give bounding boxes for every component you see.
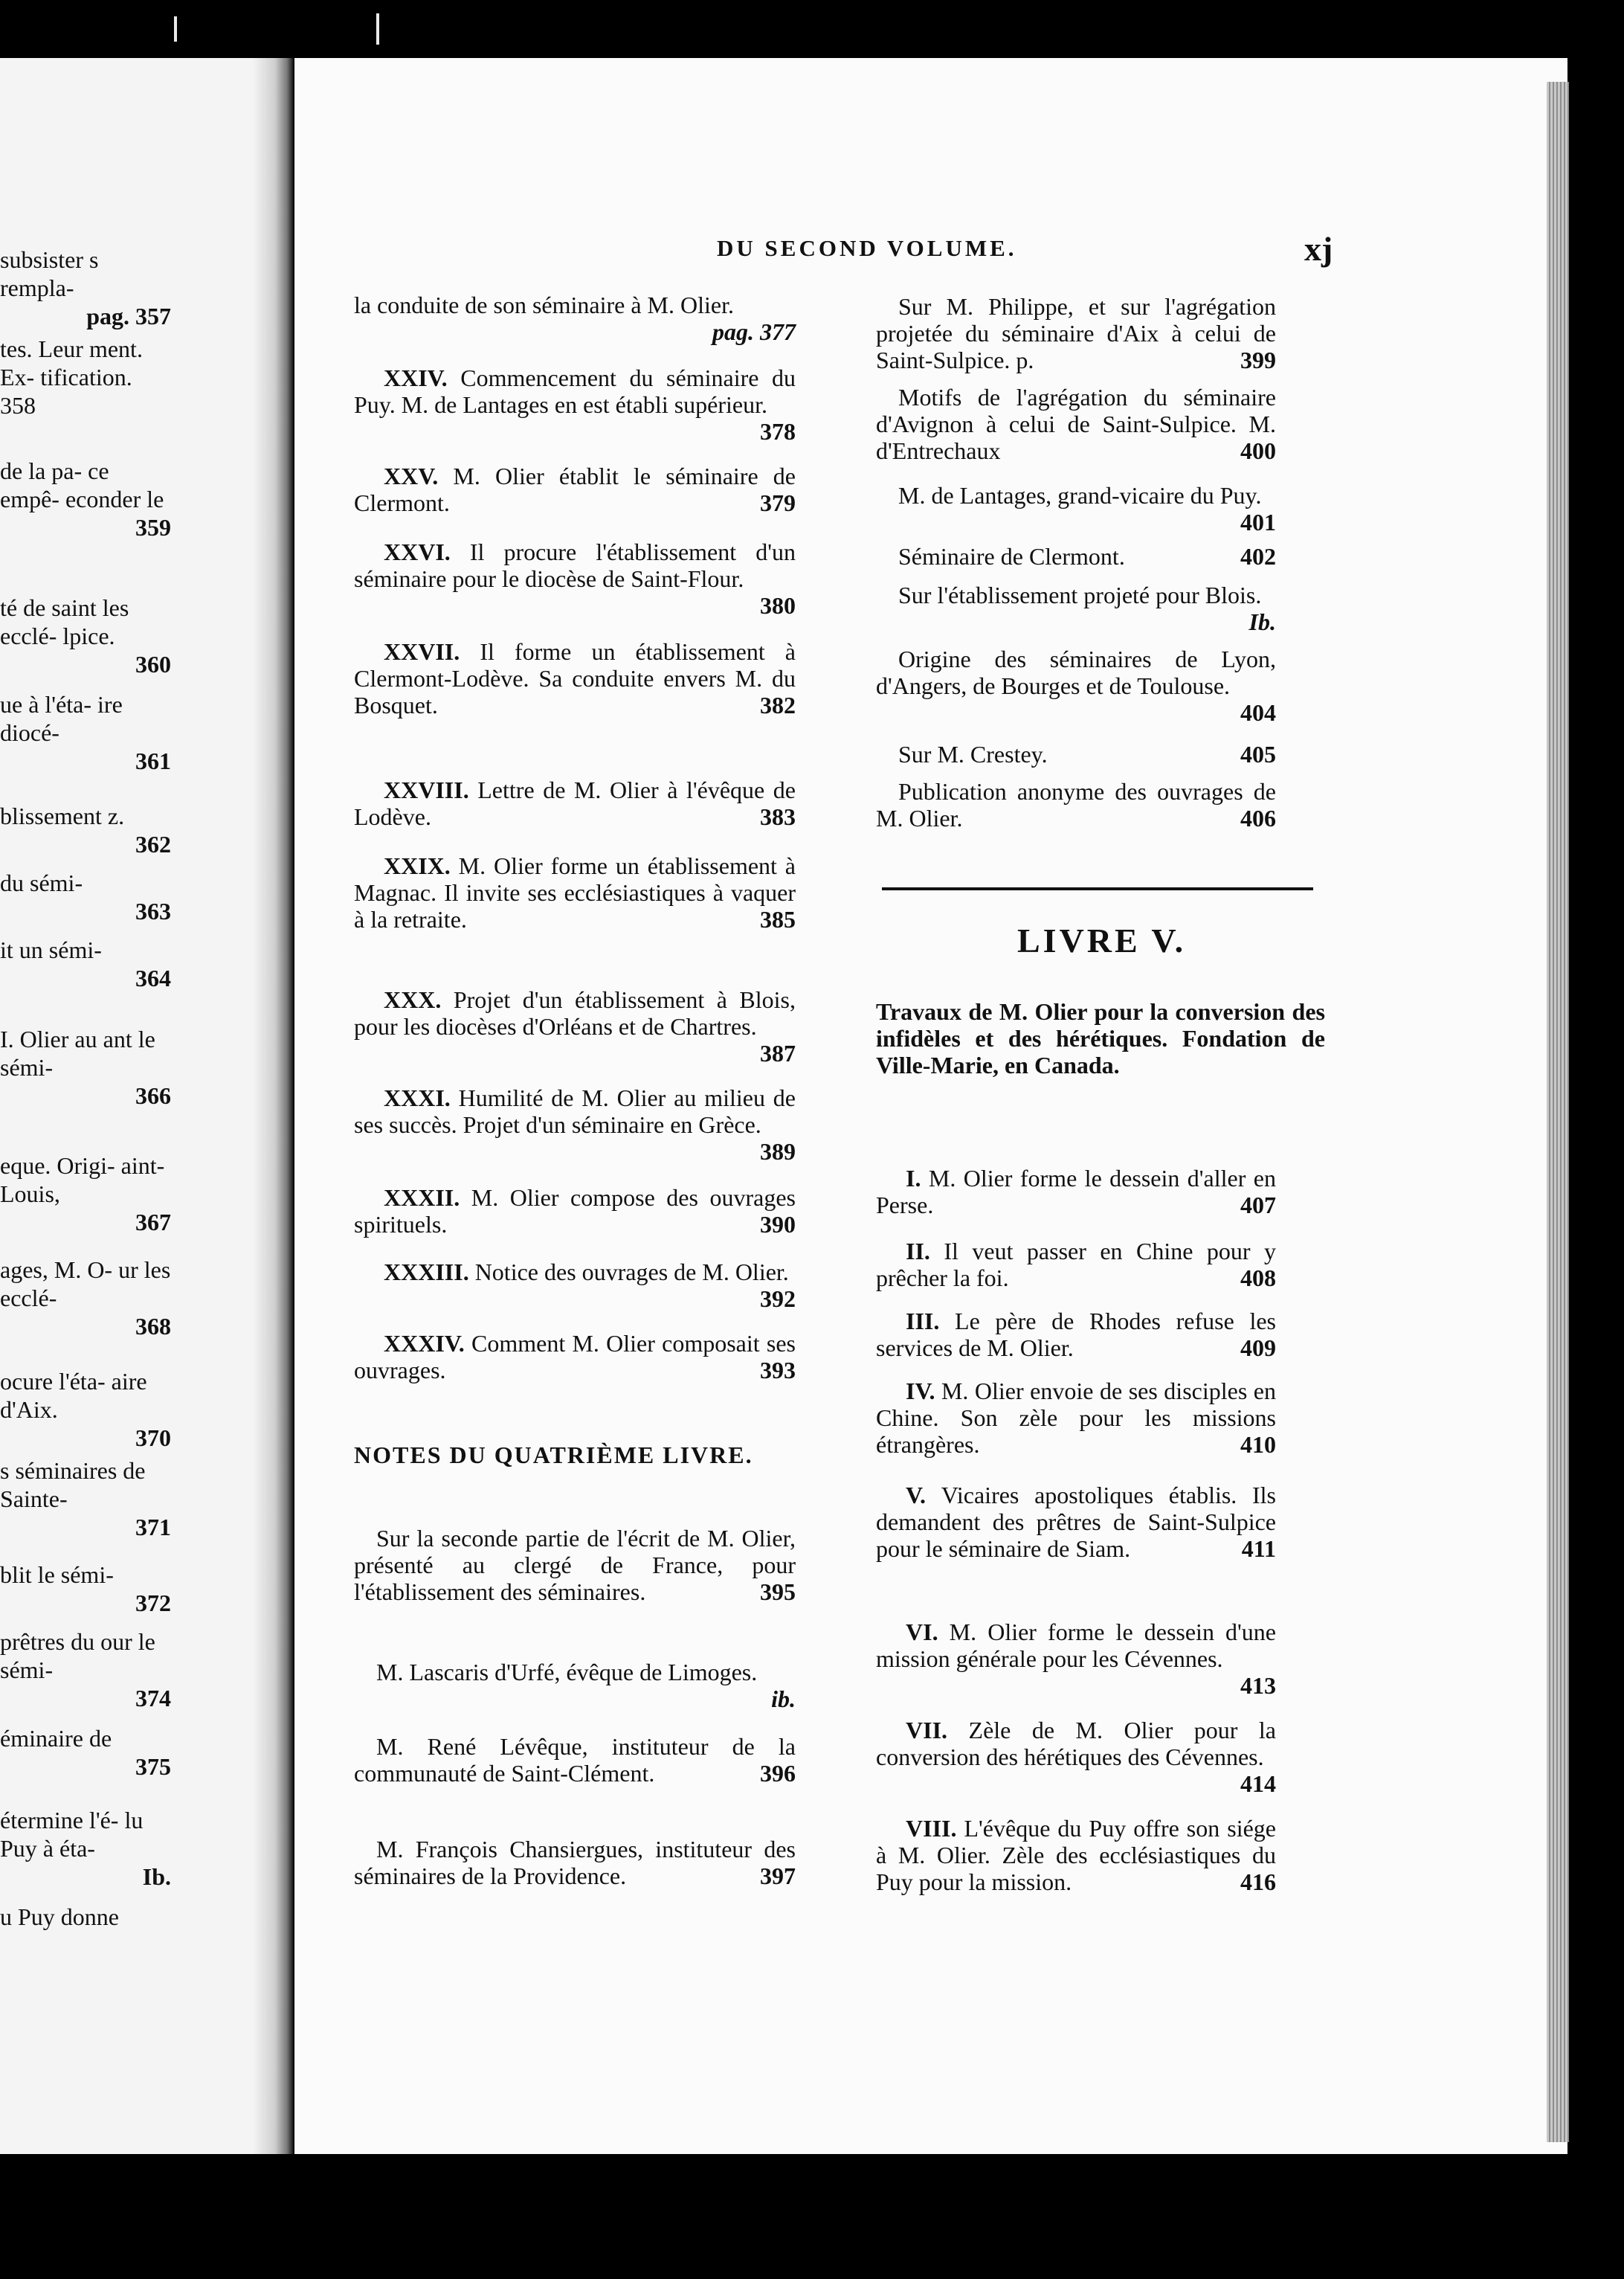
entry-number: XXIV. (384, 364, 461, 391)
entry-page: 399 (1240, 347, 1276, 373)
note-entry (876, 646, 1276, 726)
entry-title: M. Olier forme le dessein d'aller en Perse. (876, 1165, 1277, 1218)
entry-title: Vicaires apostoliques établis. Ils demandent des prêtres de Saint-Sulpice pour le séminaire de Siam. (876, 1482, 1276, 1562)
entry-title: M. Olier compose des ouvrages spirituels. (354, 1184, 796, 1238)
left-page-entry (0, 1724, 171, 1781)
note-entry (876, 582, 1276, 635)
left-entry-page: pag. 357 (86, 303, 171, 330)
entry-number: I. (906, 1165, 929, 1192)
entry-page: 406 (1240, 805, 1276, 832)
entry-title: M. de Lantages, grand-vicaire du Puy. (898, 482, 1262, 509)
entry-title: Motifs de l'agrégation du séminaire d'Avignon à celui de Saint-Sulpice. M. d'Entrechaux (876, 384, 1276, 464)
toc-entry (876, 1238, 1276, 1291)
entry-number: VII. (906, 1717, 969, 1743)
entry-title: Projet d'un établissement à Blois, pour les diocèses d'Orléans et de Chartres. (354, 986, 796, 1040)
entry-page: 414 (1240, 1770, 1276, 1797)
note-entry (354, 1733, 796, 1787)
toc-entry (876, 1815, 1276, 1895)
left-page-entry (0, 1627, 171, 1712)
left-entry-text: de la pa- ce empê- econder le (0, 457, 164, 512)
left-entry-text: étermine l'é- lu Puy à éta- (0, 1807, 144, 1862)
entry-title: Sur la seconde partie de l'écrit de M. Olier, présenté au clergé de France, pour l'établissement des séminaires. (354, 1525, 796, 1605)
entry-title: Il veut passer en Chine pour y prêcher la foi. (876, 1238, 1277, 1291)
entry-number: IV. (906, 1378, 941, 1404)
left-entry-text: blissement z. (0, 803, 125, 829)
left-entry-text: éminaire de (0, 1725, 112, 1752)
left-page-entry (0, 594, 171, 678)
left-entry-text: prêtres du our le sémi- (0, 1628, 155, 1683)
left-entry-page: 374 (135, 1685, 171, 1711)
toc-entry (876, 1619, 1276, 1699)
left-entry-page: 367 (135, 1209, 171, 1235)
entry-title: Notice des ouvrages de M. Olier. (474, 1259, 789, 1285)
entry-number: XXVIII. (384, 777, 478, 803)
toc-entry (354, 364, 796, 445)
entry-title: M. Olier établit le séminaire de Clermont. (354, 463, 796, 516)
entry-page: 383 (760, 803, 796, 830)
toc-entry (354, 852, 796, 933)
entry-title: Comment M. Olier composait ses ouvrages. (354, 1330, 796, 1383)
toc-entry (354, 1084, 796, 1165)
left-page-entry (0, 457, 171, 541)
left-entry-page: 371 (135, 1514, 171, 1540)
entry-page: 387 (760, 1040, 796, 1067)
left-entry-page: 360 (135, 651, 171, 678)
left-entry-text: I. Olier au ant le sémi- (0, 1026, 155, 1081)
entry-page: 400 (1240, 437, 1276, 464)
toc-entry (354, 463, 796, 516)
entry-number: V. (906, 1482, 941, 1508)
left-page-entry (0, 1025, 171, 1110)
left-entry-page: 363 (135, 898, 171, 925)
left-entry-page: 375 (135, 1753, 171, 1780)
entry-number: II. (906, 1238, 944, 1264)
left-page-entry (0, 1367, 171, 1452)
left-entry-text: ue à l'éta- ire diocé- (0, 691, 123, 746)
entry-page: 408 (1240, 1264, 1276, 1291)
note-entry (876, 741, 1276, 768)
page-folio: xj (1304, 230, 1333, 268)
left-entry-page: 368 (135, 1313, 171, 1340)
section-rule (882, 887, 1313, 890)
entry-page: 396 (760, 1760, 796, 1787)
running-head: DU SECOND VOLUME. (717, 235, 1017, 261)
scan-mark (376, 13, 379, 45)
toc-entry (876, 1717, 1276, 1797)
entry-page: 410 (1240, 1431, 1276, 1458)
toc-entry (354, 1330, 796, 1383)
left-page-entry (0, 869, 171, 925)
entry-number: XXXII. (384, 1184, 471, 1211)
entry-page: 401 (1240, 509, 1276, 536)
entry-page: 378 (760, 418, 796, 445)
note-entry (354, 1525, 796, 1605)
left-entry-text: it un sémi- (0, 936, 102, 963)
left-entry-page: 361 (135, 748, 171, 774)
entry-title: Lettre de M. Olier à l'évêque de Lodève. (354, 777, 796, 830)
left-entry-text: u Puy donne (0, 1903, 119, 1930)
entry-title: M. Olier forme le dessein d'une mission générale pour les Cévennes. (876, 1619, 1276, 1672)
entry-number: XXXI. (384, 1084, 459, 1111)
entry-title: la conduite de son séminaire à M. Olier. (354, 292, 734, 318)
entry-page: 382 (760, 692, 796, 719)
scan-mark (174, 16, 177, 42)
entry-page: 393 (760, 1357, 796, 1383)
toc-entry (876, 1482, 1276, 1562)
entry-number: XXVI. (384, 539, 470, 565)
left-page-entry (0, 690, 171, 775)
entry-title: Humilité de M. Olier au milieu de ses succès. Projet d'un séminaire en Grèce. (354, 1084, 796, 1138)
left-entry-page: 372 (135, 1589, 171, 1616)
entry-number: XXVII. (384, 638, 480, 665)
left-page-entry (0, 802, 171, 858)
entry-number: XXV. (384, 463, 454, 489)
livre-description: Travaux de M. Olier pour la conversion des infidèles et des hérétiques. Fondation de Ville-Marie, en Canada. (876, 998, 1325, 1079)
left-entry-page: 366 (135, 1082, 171, 1109)
entry-page: 405 (1240, 741, 1276, 768)
entry-number: VI. (906, 1619, 950, 1645)
entry-title: M. François Chansiergues, instituteur des séminaires de la Providence. (354, 1836, 796, 1889)
entry-page: ib. (771, 1685, 796, 1712)
entry-number: XXXIV. (384, 1330, 471, 1357)
left-entry-page: 364 (135, 965, 171, 991)
entry-title: Publication anonyme des ouvrages de M. Olier. (876, 778, 1276, 832)
note-entry (876, 384, 1276, 464)
entry-title: Sur l'établissement projeté pour Blois. (898, 582, 1262, 608)
left-page-entry (0, 1560, 171, 1617)
left-page-entry (0, 936, 171, 992)
entry-page: 409 (1240, 1334, 1276, 1361)
entry-title: Zèle de M. Olier pour la conversion des hérétiques des Cévennes. (876, 1717, 1277, 1770)
toc-entry (354, 777, 796, 830)
entry-number: XXX. (384, 986, 454, 1013)
left-page-entry (0, 245, 171, 330)
toc-entry (354, 1259, 796, 1312)
entry-title: Il procure l'établissement d'un séminaire pour le diocèse de Saint-Flour. (354, 539, 796, 592)
entry-number: VIII. (906, 1815, 964, 1842)
book-gutter (253, 58, 293, 2154)
left-entry-text: tes. Leur ment. Ex- tification. 358 (0, 335, 143, 419)
left-entry-page: 370 (135, 1424, 171, 1451)
entry-title: M. Lascaris d'Urfé, évêque de Limoges. (376, 1659, 758, 1685)
entry-number: III. (906, 1308, 956, 1334)
left-page-entry (0, 1256, 171, 1340)
toc-entry (354, 638, 796, 719)
entry-number: XXXIII. (384, 1259, 475, 1285)
entry-title: M. Olier envoie de ses disciples en Chine. Son zèle pour les missions étrangères. (876, 1378, 1277, 1458)
entry-title: Origine des séminaires de Lyon, d'Angers, de Bourges et de Toulouse. (876, 646, 1276, 699)
entry-page: 397 (760, 1862, 796, 1889)
entry-title: Sur M. Philippe, et sur l'agrégation projetée du séminaire d'Aix à celui de Saint-Sulpice. p. (876, 293, 1276, 373)
toc-entry (876, 1165, 1276, 1218)
entry-page: 390 (760, 1211, 796, 1238)
entry-page: 416 (1240, 1868, 1276, 1895)
entry-title: Le père de Rhodes refuse les services de M. Olier. (876, 1308, 1277, 1361)
note-entry (876, 543, 1276, 570)
left-page-entry (0, 1456, 171, 1541)
entry-page: 404 (1240, 699, 1276, 726)
page-edge (1547, 82, 1569, 2142)
toc-entry (354, 986, 796, 1067)
entry-page: 389 (760, 1138, 796, 1165)
note-entry (876, 482, 1276, 536)
left-entry-text: s séminaires de Sainte- (0, 1457, 146, 1512)
entry-title: M. Olier forme un établissement à Magnac. Il invite ses ecclésiastiques à vaquer à la retraite. (354, 852, 796, 933)
entry-title: Séminaire de Clermont. (898, 543, 1125, 570)
left-entry-text: subsister s rempla- (0, 246, 99, 301)
toc-entry (354, 292, 796, 345)
entry-page: 379 (760, 489, 796, 516)
entry-page: 407 (1240, 1192, 1276, 1218)
entry-number: XXIX. (384, 852, 459, 879)
left-entry-page: 359 (135, 514, 171, 541)
entry-page: 413 (1240, 1672, 1276, 1699)
left-page-entry (0, 1903, 171, 1931)
toc-entry (354, 539, 796, 619)
note-entry (876, 293, 1276, 373)
left-page-entry (0, 335, 171, 420)
notes-section-title: NOTES DU QUATRIÈME LIVRE. (354, 1441, 753, 1468)
toc-entry (876, 1308, 1276, 1361)
note-entry (354, 1836, 796, 1889)
left-entry-text: ages, M. O- ur les ecclé- (0, 1256, 171, 1311)
entry-title: Sur M. Crestey. (898, 741, 1048, 768)
left-entry-text: eque. Origi- aint-Louis, (0, 1152, 165, 1207)
entry-title: Il forme un établissement à Clermont-Lodève. Sa conduite envers M. du Bosquet. (354, 638, 796, 719)
note-entry (876, 778, 1276, 832)
left-entry-page: 362 (135, 831, 171, 858)
left-entry-text: té de saint les ecclé- lpice. (0, 594, 129, 649)
left-entry-text: ocure l'éta- aire d'Aix. (0, 1368, 147, 1423)
entry-page: 402 (1240, 543, 1276, 570)
left-entry-text: blit le sémi- (0, 1561, 114, 1588)
entry-page: 380 (760, 592, 796, 619)
entry-title: M. René Lévêque, instituteur de la communauté de Saint-Clément. (354, 1733, 796, 1787)
entry-title: Commencement du séminaire du Puy. M. de Lantages en est établi supérieur. (354, 364, 796, 418)
left-page-entry (0, 1806, 171, 1891)
entry-page: 385 (760, 906, 796, 933)
left-entry-text: du sémi- (0, 870, 83, 896)
entry-page: pag. 377 (712, 318, 796, 345)
livre-title: LIVRE V. (1017, 922, 1187, 960)
left-page (0, 58, 277, 2154)
entry-page: Ib. (1248, 608, 1276, 635)
left-entry-page: Ib. (142, 1863, 171, 1890)
note-entry (354, 1659, 796, 1712)
toc-entry (354, 1184, 796, 1238)
left-page-entry (0, 1151, 171, 1236)
toc-entry (876, 1378, 1276, 1458)
entry-title: L'évêque du Puy offre son siége à M. Olier. Zèle des ecclésiastiques du Puy pour la mission. (876, 1815, 1277, 1895)
entry-page: 395 (760, 1578, 796, 1605)
entry-page: 392 (760, 1285, 796, 1312)
entry-page: 411 (1241, 1535, 1276, 1562)
